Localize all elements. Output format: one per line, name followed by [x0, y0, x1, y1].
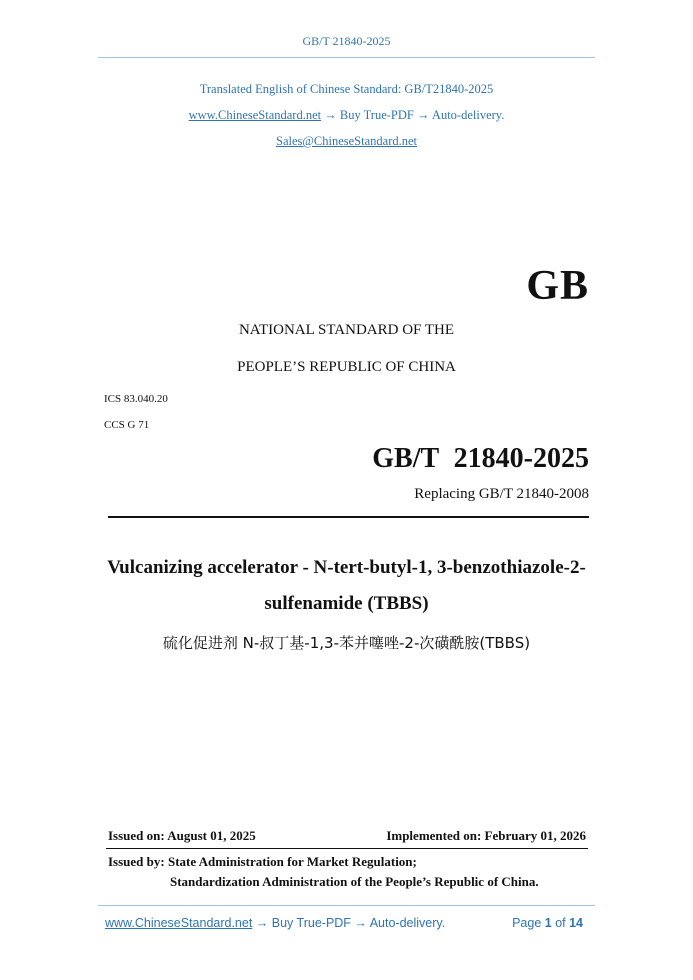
national-standard-line1: NATIONAL STANDARD OF THE [238, 322, 455, 338]
email-link[interactable]: Sales@ChineseStandard.net [276, 134, 417, 148]
page-label: Page [512, 916, 545, 930]
ccs-code: CCS G 71 [104, 419, 150, 431]
title-divider [108, 516, 589, 518]
page-current: 1 [544, 916, 552, 930]
footer-divider [98, 905, 595, 906]
page-of: of [551, 916, 570, 930]
footer-buy-text: → Buy True-PDF → Auto-delivery. [252, 916, 446, 930]
implemented-on-date: Implemented on: February 01, 2026 [386, 828, 586, 843]
buy-text: → Buy True-PDF → Auto-delivery. [321, 108, 505, 122]
header-divider [98, 57, 595, 58]
title-en-line1: Vulcanizing accelerator - N-tert-butyl-1, 3-benzothiazole-2- [107, 557, 586, 578]
issued-on-date: Issued on: August 01, 2025 [108, 828, 256, 843]
promo-buy-line [0, 108, 693, 123]
national-standard-line2: PEOPLE’S REPUBLIC OF CHINA [237, 359, 456, 375]
gb-mark: GB [526, 263, 589, 309]
promo-email-line [0, 134, 693, 149]
running-header: GB/T 21840-2025 [302, 34, 391, 48]
issued-by-line1: Issued by: State Administration for Market Regulation; [108, 854, 417, 869]
ics-code: ICS 83.040.20 [104, 393, 168, 405]
promo-line: Translated English of Chinese Standard: GB/T21840-2025 [199, 82, 494, 96]
standard-number: GB/T 21840-2025 [372, 443, 589, 474]
footer-promo [105, 916, 445, 930]
date-divider [106, 848, 588, 849]
issued-by-line2: Standardization Administration of the People’s Republic of China. [170, 874, 539, 889]
site-link[interactable]: www.ChineseStandard.net [188, 108, 322, 122]
footer-site-link[interactable]: www.ChineseStandard.net [105, 916, 253, 930]
page-total: 14 [569, 916, 583, 930]
title-zh: 硫化促进剂 N-叔丁基-1,3-苯并噻唑-2-次磺酰胺(TBBS) [162, 634, 531, 652]
replacing-note: Replacing GB/T 21840-2008 [414, 486, 589, 502]
page-indicator [512, 916, 583, 930]
title-en-line2: sulfenamide (TBBS) [264, 593, 429, 614]
